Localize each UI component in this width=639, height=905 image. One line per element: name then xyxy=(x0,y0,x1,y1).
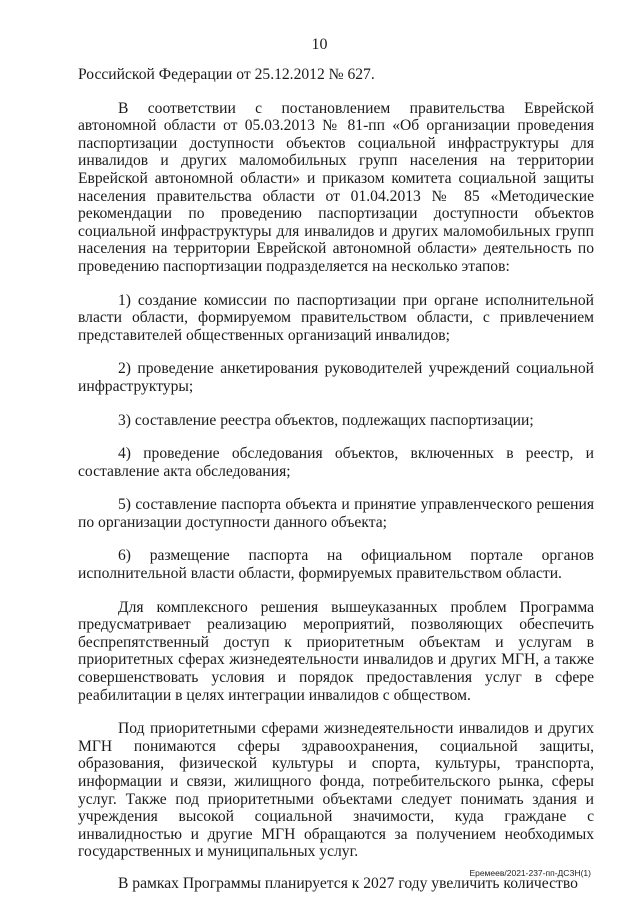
paragraph-priority-spheres: Под приоритетными сферами жизнедеятельности инвалидов и других МГН понимаются сферы здравоохранения, социальной защиты, образования, физической культуры и спорта, культуры, транспорта, информации и связи, жилищного фонда, потребительского рынка, сферы услуг. Также под приоритетными объектами следует понимать здания и учреждения высокой социальной значимости, куда граждане с инвалидностью и другие МГН обращаются за получением необходимых государственных и муниципальных услуг. xyxy=(78,720,594,861)
list-item-stage-2: 2) проведение анкетирования руководителей учреждений социальной инфраструктуры; xyxy=(78,360,594,395)
list-item-stage-1: 1) создание комиссии по паспортизации при органе исполнительной власти области, формируемом правительством области, с привлечением представителей общественных организаций инвалидов; xyxy=(78,291,594,344)
paragraph-program-measures: Для комплексного решения вышеуказанных проблем Программа предусматривает реализацию мероприятий, позволяющих обеспечить беспрепятственный доступ к приоритетным объектам и услугам в приоритетных сферах жизнедеятельности инвалидов и других МГН, а также совершенствовать условия и порядок предоставления услуг в сфере реабилитации в целях интеграции инвалидов с обществом. xyxy=(78,598,594,704)
list-item-stage-6: 6) размещение паспорта на официальном портале органов исполнительной власти области, формируемых правительством области. xyxy=(78,547,594,583)
document-body xyxy=(78,66,594,893)
document-footer-code: Еремеев/2021-237-пп-ДСЗН(1) xyxy=(469,868,591,878)
list-item-stage-5: 5) составление паспорта объекта и принятие управленческого решения по организации доступности данного объекта; xyxy=(78,496,594,531)
paragraph-continuation: Российской Федерации от 25.12.2012 № 627. xyxy=(78,66,375,83)
list-item-stage-4: 4) проведение обследования объектов, включенных в реестр, и составление акта обследования; xyxy=(78,445,594,480)
page-number: 10 xyxy=(311,36,328,53)
list-item-stage-3: 3) составление реестра объектов, подлежащих паспортизации; xyxy=(118,411,534,429)
paragraph-passportization-intro: В соответствии с постановлением правительства Еврейской автономной области от 05.03.2013 № 81-пп «Об организации проведения паспортизации доступности объектов социальной инфраструктуры для инвалидов и других маломобильных групп населения на территории Еврейской автономной области» и приказом комитета социальной защиты населения правительства области от 01.04.2013 № 85 «Методические рекомендации по проведению паспортизации доступности объектов социальной инфраструктуры для инвалидов и других маломобильных групп населения на территории Еврейской автономной области» деятельность по проведению паспортизации подразделяется на несколько этапов: xyxy=(78,99,594,275)
paragraph-program-plan: В рамках Программы планируется к 2027 году увеличить количество xyxy=(118,874,578,892)
